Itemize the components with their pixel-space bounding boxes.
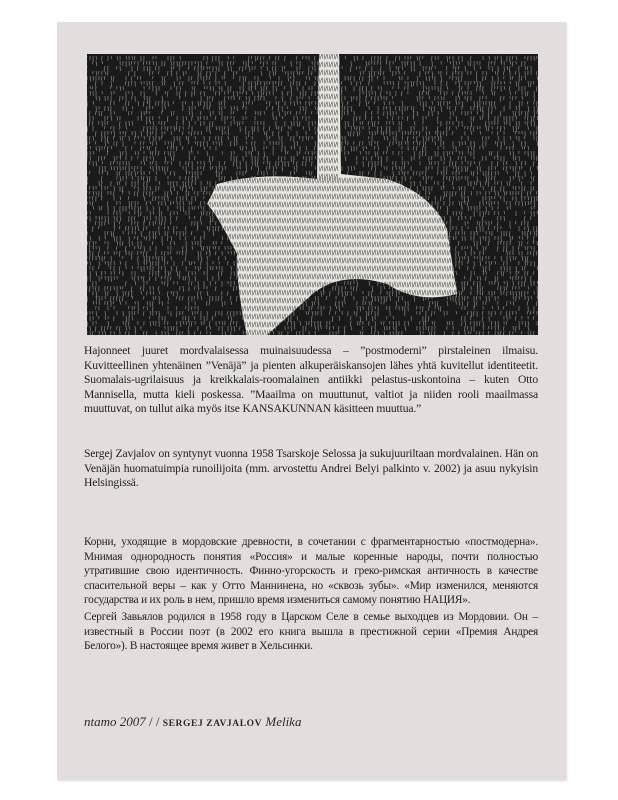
cover-artwork — [87, 54, 538, 335]
author-name: SERGEJ ZAVJALOV — [162, 719, 263, 729]
finnish-description: Hajonneet juuret mordvalaisessa muinaisuudessa – ”postmoderni” pirstaleinen ilmaisu. Kuvitteellinen yhtenäinen ”Venäjä” ja pienten alkuperäiskansojen lähes yhtä kuvitellut identiteetit. Suomalais-ugrilaisuus ja kreikkalais-roomalainen antiikki pelastus-uskontoina – kuten Otto Mannisella, mutta kieli poskessa. ”Maailma on muuttunut, valtiot ja niiden rooli maailmassa muuttuvat, on tullut aika myös itse KANSAKUNNAN käsitteen muuttua.” — [84, 344, 538, 416]
finnish-author-bio: Sergej Zavjalov on syntynyt vuonna 1958 Tsarskoje Selossa ja sukujuuriltaan mordvalainen. Hän on Venäjän huomatuimpia runoilijoita (mm. arvostettu Andrei Belyi palkinto v. 2002) ja asuu nykyisin Helsingissä. — [84, 447, 538, 490]
russian-author-bio: Сергей Завьялов родился в 1958 году в Царском Селе в семье выходцев из Мордовии. Он – известный в России поэт (в 2002 его книга вышла в престижной серии «Премия Андрея Белого»). В настоящее время живет в Хельсинки. — [84, 611, 538, 653]
cover-footer — [84, 714, 301, 730]
book-title: Melika — [265, 714, 302, 729]
publisher-label: ntamo 2007 — [84, 714, 146, 729]
book-back-cover — [57, 22, 566, 780]
separator: / / — [149, 714, 160, 729]
russian-description: Корни, уходящие в мордовские древности, в сочетании с фрагментарностью «постмодерна». Мнимая однородность понятия «Россия» и малые коренные народы, почти полностью утратившие свою идентичность. Финно-угорскость и греко-римская античность в качестве спасительной веры – как у Отто Маннинена, но «сквозь зубы». «Мир изменился, меняются государства и их роль в нем, пришло время измениться самому понятию НАЦИЯ». — [84, 536, 538, 607]
glyph-pattern-artwork — [87, 54, 538, 335]
